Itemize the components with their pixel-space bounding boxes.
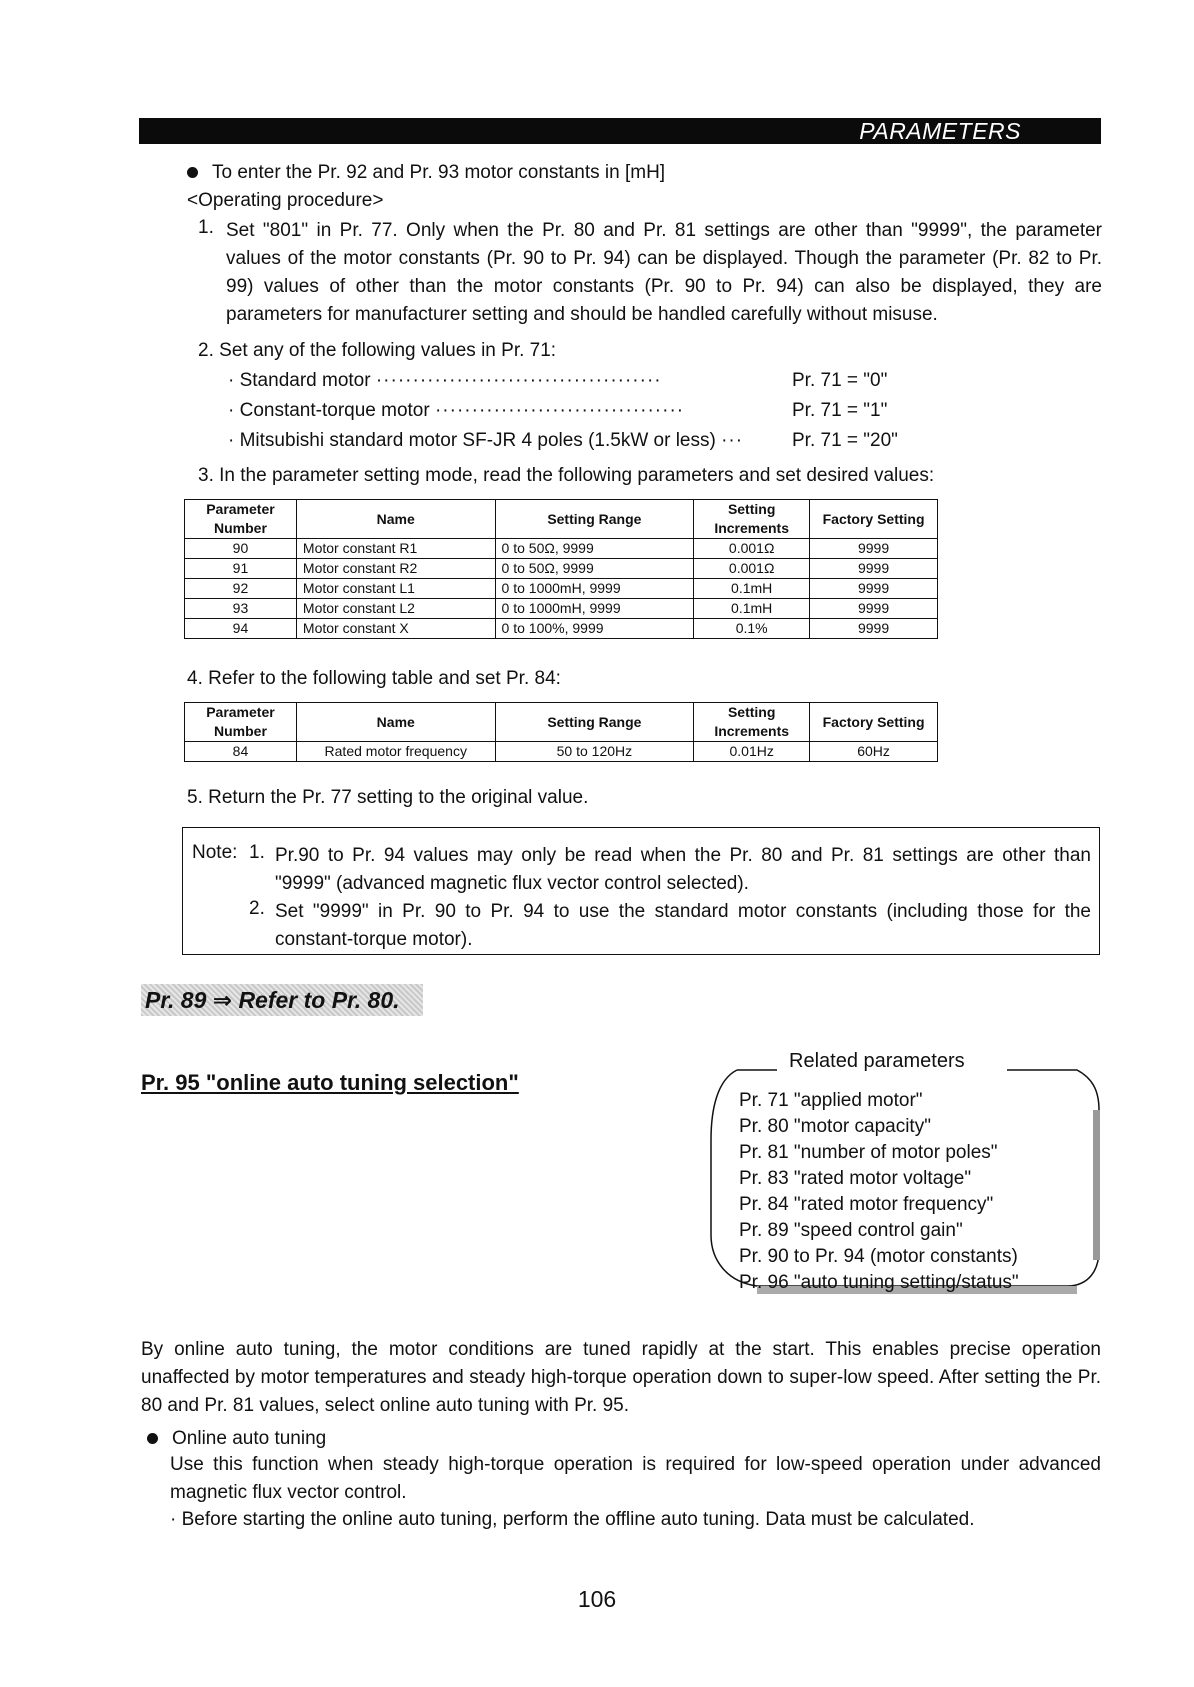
pr89-reference-banner: Pr. 89 ⇒ Refer to Pr. 80. (141, 984, 423, 1016)
step-4-number: 4. (187, 668, 203, 689)
related-parameter-item: Pr. 83 "rated motor voltage" (739, 1168, 972, 1189)
table-cell: Motor constant R1 (296, 539, 495, 559)
step-3-number: 3. (198, 465, 214, 486)
table-cell: 60Hz (810, 742, 938, 762)
option-bullet-icon: · (228, 430, 235, 451)
table-row (185, 539, 938, 559)
option-label: Constant-torque motor (239, 400, 430, 421)
option-value: Pr. 71 = "1" (792, 400, 888, 421)
table-cell: 9999 (810, 599, 938, 619)
table-cell: 91 (185, 559, 297, 579)
step-2-number: 2. (198, 340, 214, 361)
column-header: Factory Setting (810, 500, 938, 539)
table-cell: 0 to 1000mH, 9999 (495, 599, 694, 619)
table-header-row (185, 703, 938, 742)
step-1-number: 1. (198, 217, 214, 238)
column-header: Setting Range (495, 703, 694, 742)
column-header: Name (296, 703, 495, 742)
table-row (185, 579, 938, 599)
header-bar (139, 118, 1101, 144)
related-parameter-item: Pr. 96 "auto tuning setting/status" (739, 1272, 1019, 1293)
column-header: Setting Increments (694, 703, 810, 742)
option-bullet-icon: · (228, 370, 235, 391)
option-row (228, 428, 743, 454)
table-cell: 9999 (810, 579, 938, 599)
table-cell: 9999 (810, 559, 938, 579)
online-auto-tuning-text: Use this function when steady high-torque operation is required for low-speed operation under advanced magnetic flux vector control. (170, 1454, 1101, 1503)
table-cell: 0.001Ω (694, 559, 810, 579)
option-value: Pr. 71 = "20" (792, 430, 898, 451)
body-paragraph: By online auto tuning, the motor conditions are tuned rapidly at the start. This enables precise operation unaffected by motor temperatures and steady high-torque operation down to super-low speed. After setting the Pr. 80 and Pr. 81 values, select online auto tuning with Pr. 95. (141, 1339, 1101, 1416)
table-cell: 50 to 120Hz (495, 742, 694, 762)
section-title: Pr. 95 "online auto tuning selection" (141, 1070, 519, 1095)
header-title: PARAMETERS (859, 118, 1021, 144)
step-5 (187, 785, 588, 811)
table-cell: 0.001Ω (694, 539, 810, 559)
table-cell: 90 (185, 539, 297, 559)
column-header: Factory Setting (810, 703, 938, 742)
table-cell: 0.01Hz (694, 742, 810, 762)
online-auto-tuning-heading: Online auto tuning (172, 1428, 327, 1449)
sub-bullet (170, 1507, 974, 1533)
step-1 (198, 217, 1102, 329)
option-leader-dots: ··· (721, 430, 744, 451)
table-row (185, 599, 938, 619)
step-5-number: 5. (187, 787, 203, 808)
note-label: Note: (192, 842, 238, 863)
bullet-icon (187, 167, 198, 178)
table-cell: 94 (185, 619, 297, 639)
option-label: Standard motor (239, 370, 371, 391)
option-row (228, 398, 684, 424)
related-parameters-title: Related parameters (785, 1050, 969, 1073)
related-parameter-item: Pr. 90 to Pr. 94 (motor constants) (739, 1246, 1018, 1267)
intro-bullet (187, 160, 665, 186)
column-header: Setting Increments (694, 500, 810, 539)
table-cell: 0.1mH (694, 599, 810, 619)
table-row (185, 742, 938, 762)
table-cell: Rated motor frequency (296, 742, 495, 762)
bullet-icon (147, 1433, 158, 1444)
table-cell: Motor constant L1 (296, 579, 495, 599)
rated-frequency-table (184, 702, 938, 762)
related-parameters-box (707, 1050, 1100, 1302)
note-1-number: 1. (249, 842, 265, 863)
option-bullet-icon: · (228, 400, 235, 421)
step-4-text: Refer to the following table and set Pr. 84: (208, 668, 561, 689)
table-cell: 0 to 1000mH, 9999 (495, 579, 694, 599)
option-value: Pr. 71 = "0" (792, 370, 888, 391)
step-3-text: In the parameter setting mode, read the following parameters and set desired values: (219, 465, 935, 486)
intro-bullet-text: To enter the Pr. 92 and Pr. 93 motor constants in [mH] (212, 162, 666, 183)
page-number: 106 (577, 1586, 617, 1612)
table-cell: Motor constant X (296, 619, 495, 639)
table-cell: Motor constant L2 (296, 599, 495, 619)
table-row (185, 559, 938, 579)
option-leader-dots: ······································· (375, 370, 662, 391)
column-header: Parameter Number (185, 703, 297, 742)
table-cell: 0 to 100%, 9999 (495, 619, 694, 639)
column-header: Parameter Number (185, 500, 297, 539)
note-2-text: Set "9999" in Pr. 90 to Pr. 94 to use the standard motor constants (including those for the constant-torque motor). (275, 901, 1091, 950)
table-cell: 9999 (810, 619, 938, 639)
note-1-text: Pr.90 to Pr. 94 values may only be read when the Pr. 80 and Pr. 81 settings are other than "9999" (advanced magnetic flux vector control selected). (275, 845, 1091, 894)
step-5-text: Return the Pr. 77 setting to the original value. (208, 787, 589, 808)
related-parameter-item: Pr. 80 "motor capacity" (739, 1116, 931, 1137)
table-header-row (185, 500, 938, 539)
table-cell: 93 (185, 599, 297, 619)
related-parameter-item: Pr. 89 "speed control gain" (739, 1220, 963, 1241)
step-1-text: Set "801" in Pr. 77. Only when the Pr. 80 and Pr. 81 settings are other than "9999", the parameter values of the motor constants (Pr. 90 to Pr. 94) can be displayed. Though the parameter (Pr. 82 to Pr. 99) values of other than the motor constants (Pr. 90 to Pr. 94) can also be displayed, they are parameters for manufacturer setting and should be handled carefully without misuse. (226, 220, 1102, 325)
sub-bullet-text: Before starting the online auto tuning, perform the offline auto tuning. Data must be calculated. (181, 1509, 975, 1530)
column-header: Name (296, 500, 495, 539)
related-parameter-item: Pr. 84 "rated motor frequency" (739, 1194, 994, 1215)
column-header: Setting Range (495, 500, 694, 539)
motor-constants-table (184, 499, 938, 639)
table-cell: 0 to 50Ω, 9999 (495, 559, 694, 579)
step-4 (187, 666, 561, 692)
sub-bullet-icon: · (170, 1509, 177, 1530)
note-2-number: 2. (249, 898, 265, 919)
table-cell: 0.1mH (694, 579, 810, 599)
option-row (228, 368, 662, 394)
related-parameters-list (739, 1088, 1019, 1296)
step-2 (198, 338, 556, 364)
related-parameter-item: Pr. 71 "applied motor" (739, 1090, 923, 1111)
table-cell: 84 (185, 742, 297, 762)
table-cell: Motor constant R2 (296, 559, 495, 579)
option-leader-dots: ·································· (434, 400, 685, 421)
online-auto-tuning-bullet (147, 1426, 326, 1452)
step-3 (198, 463, 934, 489)
note-box (182, 827, 1100, 955)
table-cell: 0.1% (694, 619, 810, 639)
table-row (185, 619, 938, 639)
related-parameter-item: Pr. 81 "number of motor poles" (739, 1142, 998, 1163)
table-cell: 9999 (810, 539, 938, 559)
procedure-label: <Operating procedure> (187, 190, 384, 211)
step-2-text: Set any of the following values in Pr. 71: (219, 340, 557, 361)
table-cell: 0 to 50Ω, 9999 (495, 539, 694, 559)
option-label: Mitsubishi standard motor SF-JR 4 poles (1.5kW or less) (239, 430, 716, 451)
table-cell: 92 (185, 579, 297, 599)
